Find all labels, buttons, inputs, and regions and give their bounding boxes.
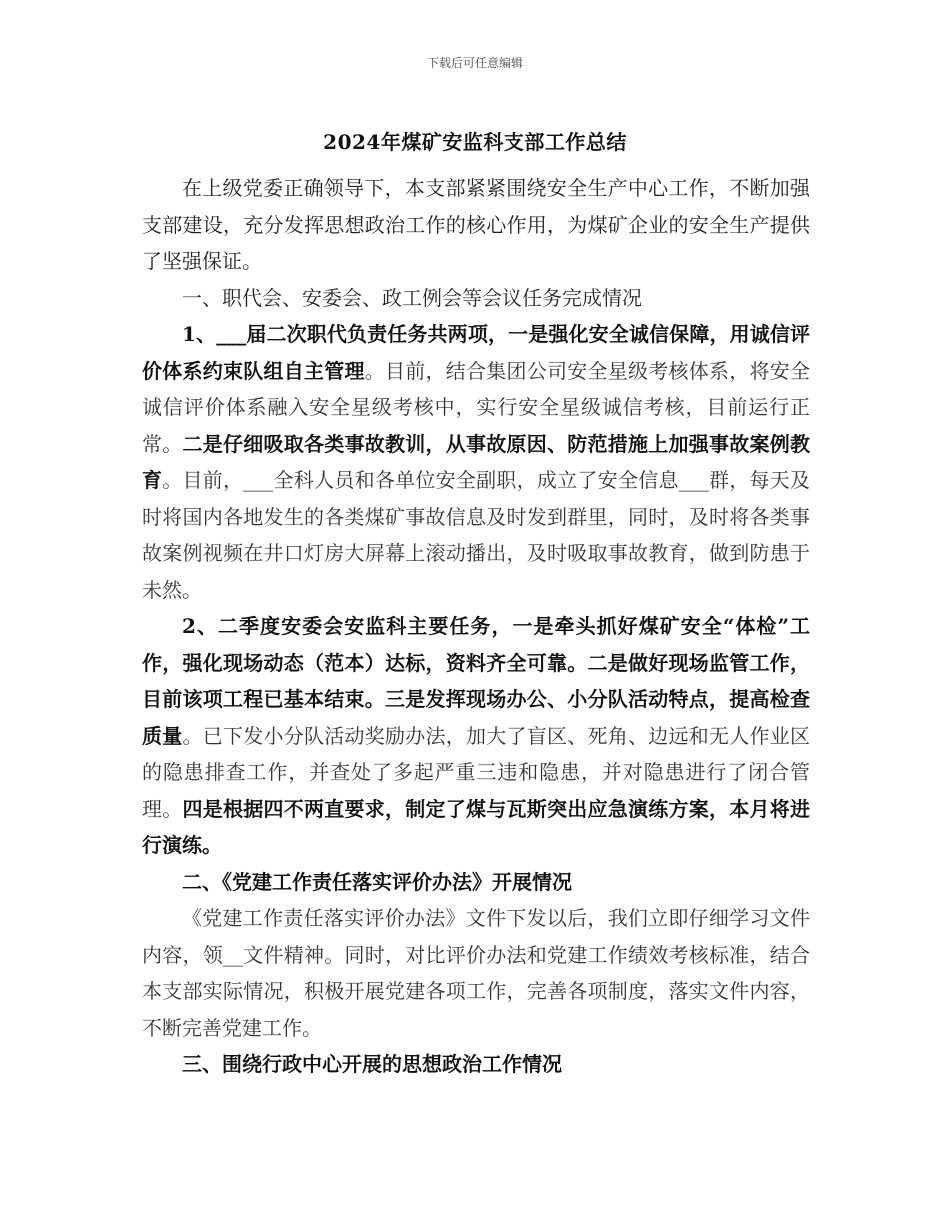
text-run: 《党建工作责任落实评价办法》文件下发以后，我们立即仔细学习文件内容，领__文件精神。同时，对比评价办法和党建工作绩效考核标准，结合本支部实际情况，积极开展党建各项工作，完善各项制度，落实文件内容，不断完善党建工作。 [142,906,810,1040]
page-title: 2024年煤矿安监科支部工作总结 [323,130,627,154]
text-run-bold: 三、围绕行政中心开展的思想政治工作情况 [182,1052,562,1076]
section-heading-3 [142,1046,810,1083]
paragraph-item-1 [142,316,810,608]
text-run: 一、职代会、安委会、政工例会等会议任务完成情况 [182,285,642,310]
text-run-bold: 四是根据四不两直要求，制定了煤与瓦斯突出应急演练方案，本月将进行演练。 [142,796,810,857]
paragraph-item-2 [142,608,810,864]
paragraph-party-building [142,900,810,1046]
text-run: 。目前，结合集团公司安全星级考核体系，将安全诚信评价体系融入安全星级考核中，实行安全星级诚信考核，目前运行正常。 [142,358,810,456]
text-run-bold: 二、《党建工作责任落实评价办法》开展情况 [182,869,572,894]
text-run: 。已下发小分队活动奖励办法，加大了盲区、死角、边远和无人作业区的隐患排查工作，并查处了多起严重三违和隐患，并对隐患进行了闭合管理。 [142,723,810,821]
text-run-bold: 1、___届二次职代负责任务共两项，一是强化安全诚信保障，用诚信评价体系约束队组自主管理 [142,322,810,383]
section-heading-2 [142,864,810,901]
text-run: 。目前，___全科人员和各单位安全副职，成立了安全信息___群，每天及时将国内各地发生的各类煤矿事故信息及时发到群里，同时，及时将各类事故案例视频在井口灯房大屏幕上滚动播出，及时吸取事故教育，做到防患于未然。 [142,468,811,602]
page-header: 下载后可任意编辑 [426,56,523,70]
paragraph-intro [142,170,810,280]
text-run: 在上级党委正确领导下，本支部紧紧围绕安全生产中心工作，不断加强支部建设，充分发挥思想政治工作的核心作用，为煤矿企业的安全生产提供了坚强保证。 [142,176,810,273]
section-heading-1 [142,280,810,317]
text-run-bold: 二是仔细吸取各类事故教训，从事故原因、防范措施上加强事故案例教育 [142,431,810,492]
document-body [142,170,810,1083]
text-run-bold: 2、二季度安委会安监科主要任务，一是牵头抓好煤矿安全“体检”工作，强化现场动态（范本）达标，资料齐全可靠。二是做好现场监管工作，目前该项工程已基本结束。三是发挥现场办公、小分队活动特点，提高检查质量 [142,614,810,748]
